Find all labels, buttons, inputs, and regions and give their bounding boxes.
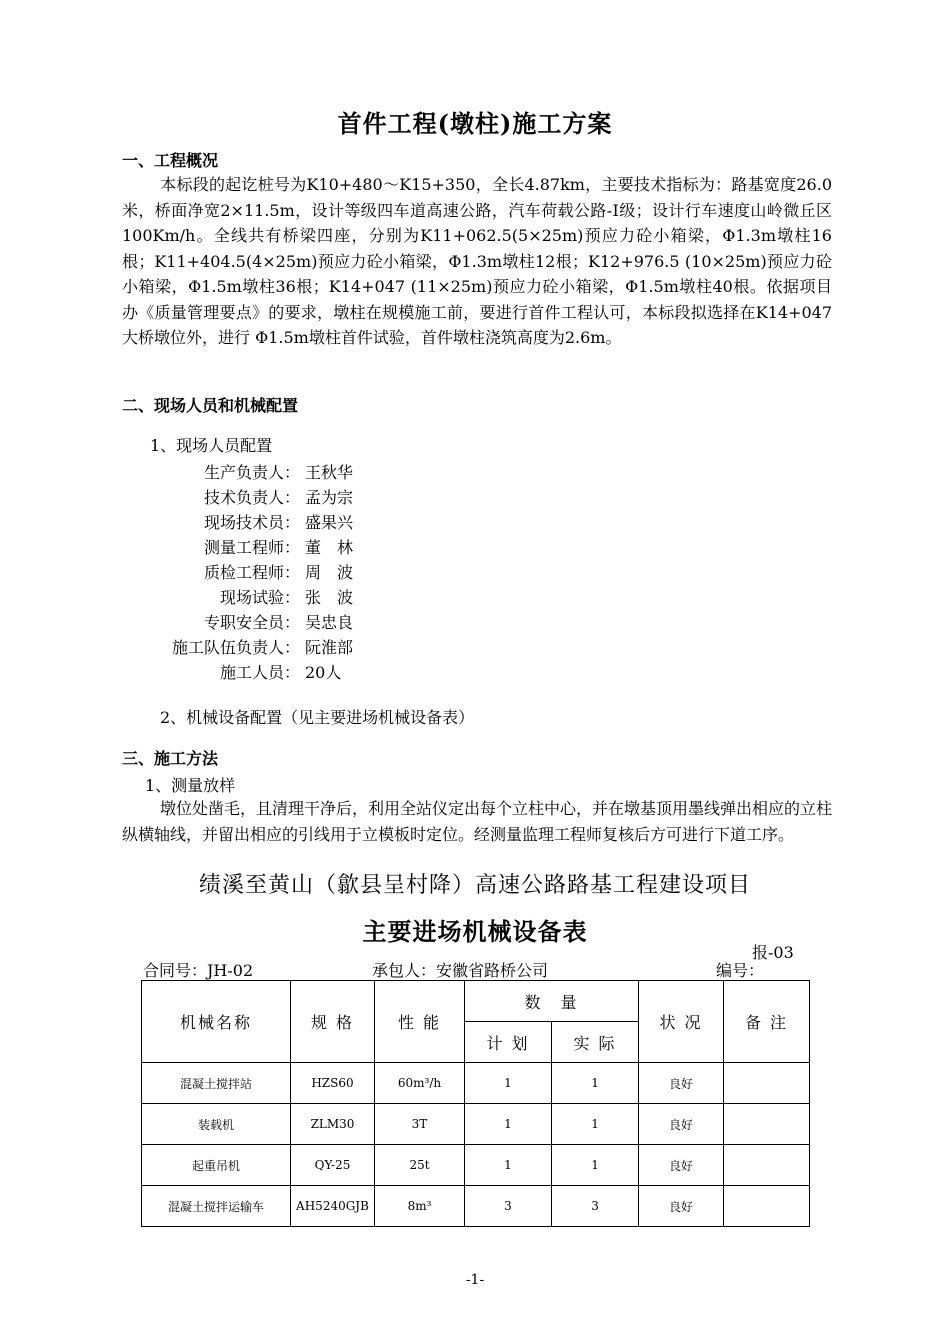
document-title: 首件工程(墩柱)施工方案: [337, 109, 613, 138]
staff-role: 技术负责人：: [203, 488, 300, 507]
cell-remark: [724, 1063, 810, 1104]
survey-subheading: 1、测量放样: [145, 776, 236, 795]
cell-actual: 1: [552, 1063, 639, 1104]
cell-plan: 1: [465, 1063, 552, 1104]
cell-remark: [724, 1145, 810, 1186]
staff-name: 20人: [305, 663, 342, 682]
cell-performance: 3T: [375, 1104, 465, 1145]
staff-role: 专职安全员：: [203, 613, 300, 632]
staff-role: 施工队伍负责人：: [171, 638, 300, 657]
header-performance: 性 能: [375, 981, 465, 1063]
staff-name: 王秋华: [305, 463, 354, 482]
staff-config-subheading: 1、现场人员配置: [150, 436, 273, 455]
cell-remark: [724, 1186, 810, 1227]
staff-name: 阮淮部: [305, 638, 354, 657]
staff-role: 生产负责人：: [203, 463, 300, 482]
cell-performance: 8m³: [375, 1186, 465, 1227]
table-row: [142, 1063, 810, 1104]
section-1-heading: 一、工程概况: [122, 151, 219, 170]
cell-plan: 1: [465, 1145, 552, 1186]
staff-role: 现场试验：: [219, 588, 300, 607]
equipment-config-subheading: 2、机械设备配置（见主要进场机械设备表）: [160, 708, 475, 727]
staff-role: 质检工程师：: [203, 563, 300, 582]
section-1-text: 本标段的起讫桩号为K10+480～K15+350，全长4.87km，主要技术指标为：路基宽度26.0米，桥面净宽2×11.5m，设计等级四车道高速公路，汽车荷载公路-Ⅰ级；设计行车速度山岭微丘区100Km/h。全线共有桥梁四座，分别为K11+062.5(5×25m)预应力砼小箱梁，Φ1.3m墩柱16根；K11+404.5(4×25m)预应力砼小箱梁，Φ1.3m墩柱12根；K12+976.5 (10×25m)预应力砼小箱梁，Φ1.5m墩柱36根；K14+047 (11×25m)预应力砼小箱梁，Φ1.5m墩柱40根。依据项目办《质量管理要点》的要求，墩柱在规模施工前，要进行首件工程认可，本标段拟选择在K14+047大桥墩位外，进行 Φ1.5m墩柱首件试验，首件墩柱浇筑高度为2.6m。: [122, 175, 832, 347]
cell-name: 混凝土搅拌运输车: [142, 1186, 291, 1227]
staff-name: 董 林: [305, 538, 354, 557]
staff-role: 施工人员：: [219, 663, 300, 682]
cell-spec: AH5240GJB: [291, 1186, 375, 1227]
equipment-table: [141, 980, 810, 1227]
staff-row: [130, 460, 430, 484]
header-name: 机械名称: [142, 981, 291, 1063]
serial-number: 编号：: [716, 961, 765, 980]
contractor-name: 承包人：安徽省路桥公司: [372, 961, 549, 980]
section-3-paragraph: [122, 796, 832, 847]
cell-name: 起重吊机: [142, 1145, 291, 1186]
cell-status: 良好: [639, 1104, 724, 1145]
header-status: 状 况: [639, 981, 724, 1063]
table-row: [142, 1104, 810, 1145]
header-spec: 规 格: [291, 981, 375, 1063]
header-actual: 实 际: [552, 1022, 639, 1063]
staff-row: [130, 560, 430, 584]
table-row: [142, 1186, 810, 1227]
form-number: 报-03: [752, 943, 794, 962]
cell-status: 良好: [639, 1063, 724, 1104]
project-title: 绩溪至黄山（歙县呈村降）高速公路路基工程建设项目: [198, 873, 751, 898]
header-quantity: 数 量: [465, 981, 639, 1022]
staff-row: [130, 635, 430, 659]
cell-actual: 1: [552, 1145, 639, 1186]
staff-row: [130, 610, 430, 634]
page-number: -1-: [465, 1272, 485, 1288]
cell-actual: 1: [552, 1104, 639, 1145]
cell-status: 良好: [639, 1145, 724, 1186]
cell-plan: 1: [465, 1104, 552, 1145]
staff-row: [130, 660, 430, 684]
table-header-row: [142, 981, 810, 1022]
cell-spec: QY-25: [291, 1145, 375, 1186]
cell-performance: 25t: [375, 1145, 465, 1186]
staff-row: [130, 510, 430, 534]
section-2-heading: 二、现场人员和机械配置: [122, 396, 299, 415]
table-title: 主要进场机械设备表: [362, 917, 588, 946]
staff-row: [130, 585, 430, 609]
cell-spec: ZLM30: [291, 1104, 375, 1145]
cell-plan: 3: [465, 1186, 552, 1227]
staff-row: [130, 535, 430, 559]
staff-name: 张 波: [305, 588, 354, 607]
cell-name: 装载机: [142, 1104, 291, 1145]
header-plan: 计 划: [465, 1022, 552, 1063]
cell-performance: 60m³/h: [375, 1063, 465, 1104]
section-3-heading: 三、施工方法: [122, 749, 219, 768]
cell-actual: 3: [552, 1186, 639, 1227]
cell-spec: HZS60: [291, 1063, 375, 1104]
staff-row: [130, 485, 430, 509]
staff-role: 现场技术员：: [203, 513, 300, 532]
contract-number: 合同号：JH-02: [143, 961, 254, 980]
cell-name: 混凝土搅拌站: [142, 1063, 291, 1104]
section-3-text: 墩位处凿毛，且清理干净后，利用全站仪定出每个立柱中心，并在墩基顶用墨线弹出相应的立柱纵横轴线，并留出相应的引线用于立模板时定位。经测量监理工程师复核后方可进行下道工序。: [122, 799, 833, 844]
section-1-paragraph: [122, 172, 832, 351]
staff-name: 盛果兴: [305, 513, 354, 532]
staff-role: 测量工程师：: [203, 538, 300, 557]
table-row: [142, 1145, 810, 1186]
cell-status: 良好: [639, 1186, 724, 1227]
header-remark: 备 注: [724, 981, 810, 1063]
staff-name: 吴忠良: [305, 613, 354, 632]
staff-name: 孟为宗: [305, 488, 354, 507]
staff-name: 周 波: [305, 563, 354, 582]
cell-remark: [724, 1104, 810, 1145]
